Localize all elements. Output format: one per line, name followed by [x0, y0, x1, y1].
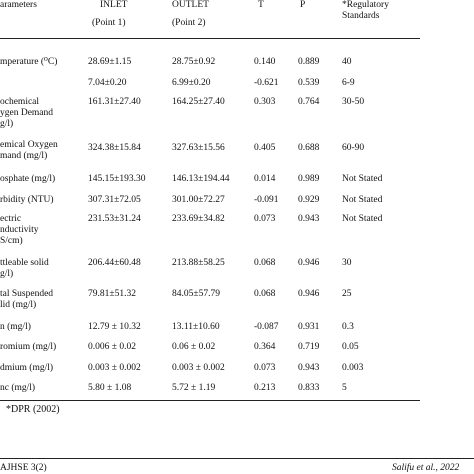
header-parameter: arameters — [0, 0, 37, 10]
row-ph-p: 0.539 — [298, 78, 320, 88]
row-turbidity-standard: Not Stated — [342, 195, 383, 205]
row-temperature-standard: 40 — [342, 57, 352, 67]
row-turbidity-p: 0.929 — [298, 195, 320, 205]
row-cod-inlet: 324.38±15.84 — [88, 143, 141, 153]
row-turbidity-t: -0.091 — [254, 195, 279, 205]
row-chromium-t: 0.364 — [254, 342, 276, 352]
row-temperature-outlet: 28.75±0.92 — [172, 57, 216, 67]
header-inlet-sub: (Point 1) — [92, 18, 126, 28]
row-turbidity-outlet: 301.00±72.27 — [172, 195, 225, 205]
footer-journal: AJHSE 3(2) — [0, 463, 47, 473]
header-p: P — [300, 0, 306, 10]
row-tss-p: 0.946 — [298, 289, 320, 299]
row-tss-t: 0.068 — [254, 289, 276, 299]
row-temperature-p: 0.889 — [298, 57, 320, 67]
row-iron-parameter: n (mg/l) — [0, 322, 31, 332]
row-settleable-p: 0.946 — [298, 258, 320, 268]
row-cod-parameter: emical Oxygen mand (mg/l) — [0, 140, 58, 161]
row-bod-parameter: ochemical ygen Demand g/l) — [0, 97, 54, 129]
header-outlet-sub: (Point 2) — [172, 18, 206, 28]
row-settleable-t: 0.068 — [254, 258, 276, 268]
row-ph-standard: 6-9 — [342, 78, 355, 88]
row-ph-t: -0.621 — [254, 78, 279, 88]
row-iron-outlet: 13.11±10.60 — [172, 322, 220, 332]
row-settleable-standard: 30 — [342, 258, 352, 268]
row-cod-p: 0.688 — [298, 143, 320, 153]
header-outlet: OUTLET — [172, 0, 209, 10]
row-zinc-p: 0.833 — [298, 383, 320, 393]
header-inlet: INLET — [100, 0, 128, 10]
header-t: T — [258, 0, 264, 10]
row-temperature-t: 0.140 — [254, 57, 276, 67]
row-tss-outlet: 84.05±57.79 — [172, 289, 220, 299]
row-conductivity-p: 0.943 — [298, 214, 320, 224]
row-iron-t: -0.087 — [254, 322, 279, 332]
row-cadmium-p: 0.943 — [298, 363, 320, 373]
row-cadmium-outlet: 0.003 ± 0.002 — [172, 363, 225, 373]
row-zinc-outlet: 5.72 ± 1.19 — [172, 383, 216, 393]
table-bottom-rule — [0, 400, 420, 401]
row-chromium-standard: 0.05 — [342, 342, 359, 352]
row-chromium-p: 0.719 — [298, 342, 320, 352]
row-cadmium-t: 0.073 — [254, 363, 276, 373]
header-rule — [0, 38, 420, 39]
row-settleable-parameter: ttleable solid g/l) — [0, 258, 49, 279]
row-turbidity-inlet: 307.31±72.05 — [88, 195, 141, 205]
row-conductivity-standard: Not Stated — [342, 214, 383, 224]
footer-citation: Salifu et al., 2022 — [392, 463, 460, 473]
row-bod-outlet: 164.25±27.40 — [172, 97, 225, 107]
row-conductivity-t: 0.073 — [254, 214, 276, 224]
row-cadmium-standard: 0.003 — [342, 363, 364, 373]
row-phosphate-t: 0.014 — [254, 174, 276, 184]
table-footnote: *DPR (2002) — [6, 404, 60, 415]
footer-rule — [0, 458, 474, 459]
row-cadmium-parameter: dmium (mg/l) — [0, 363, 54, 373]
row-bod-p: 0.764 — [298, 97, 320, 107]
row-temperature-parameter: mperature (⁰C) — [0, 57, 58, 67]
row-chromium-parameter: romium (mg/l) — [0, 342, 57, 352]
row-ph-inlet: 7.04±0.20 — [88, 78, 127, 88]
row-zinc-t: 0.213 — [254, 383, 276, 393]
row-phosphate-p: 0.989 — [298, 174, 320, 184]
row-conductivity-inlet: 231.53±31.24 — [88, 214, 141, 224]
row-tss-inlet: 79.81±51.32 — [88, 289, 136, 299]
row-bod-standard: 30-50 — [342, 97, 365, 107]
row-turbidity-parameter: rbidity (NTU) — [0, 195, 54, 205]
row-iron-inlet: 12.79 ± 10.32 — [88, 322, 141, 332]
row-iron-standard: 0.3 — [342, 322, 354, 332]
row-ph-outlet: 6.99±0.20 — [172, 78, 211, 88]
row-bod-inlet: 161.31±27.40 — [88, 97, 141, 107]
row-zinc-parameter: nc (mg/l) — [0, 383, 36, 393]
row-phosphate-outlet: 146.13±194.44 — [172, 174, 230, 184]
row-chromium-inlet: 0.006 ± 0.02 — [88, 342, 136, 352]
row-cod-outlet: 327.63±15.56 — [172, 143, 225, 153]
row-chromium-outlet: 0.06 ± 0.02 — [172, 342, 216, 352]
row-zinc-inlet: 5.80 ± 1.08 — [88, 383, 132, 393]
row-iron-p: 0.931 — [298, 322, 320, 332]
row-settleable-inlet: 206.44±60.48 — [88, 258, 141, 268]
row-tss-parameter: tal Suspended lid (mg/l) — [0, 289, 54, 310]
row-cod-standard: 60-90 — [342, 143, 365, 153]
row-settleable-outlet: 213.88±58.25 — [172, 258, 225, 268]
header-standards: *Regulatory Standards — [342, 0, 389, 21]
row-phosphate-inlet: 145.15±193.30 — [88, 174, 146, 184]
row-conductivity-parameter: ectric nductivity S/cm) — [0, 214, 39, 246]
row-phosphate-parameter: osphate (mg/l) — [0, 174, 56, 184]
row-tss-standard: 25 — [342, 289, 352, 299]
row-bod-t: 0.303 — [254, 97, 276, 107]
row-zinc-standard: 5 — [342, 383, 347, 393]
row-cadmium-inlet: 0.003 ± 0.002 — [88, 363, 141, 373]
row-conductivity-outlet: 233.69±34.82 — [172, 214, 225, 224]
row-cod-t: 0.405 — [254, 143, 276, 153]
row-phosphate-standard: Not Stated — [342, 174, 383, 184]
row-temperature-inlet: 28.69±1.15 — [88, 57, 132, 67]
